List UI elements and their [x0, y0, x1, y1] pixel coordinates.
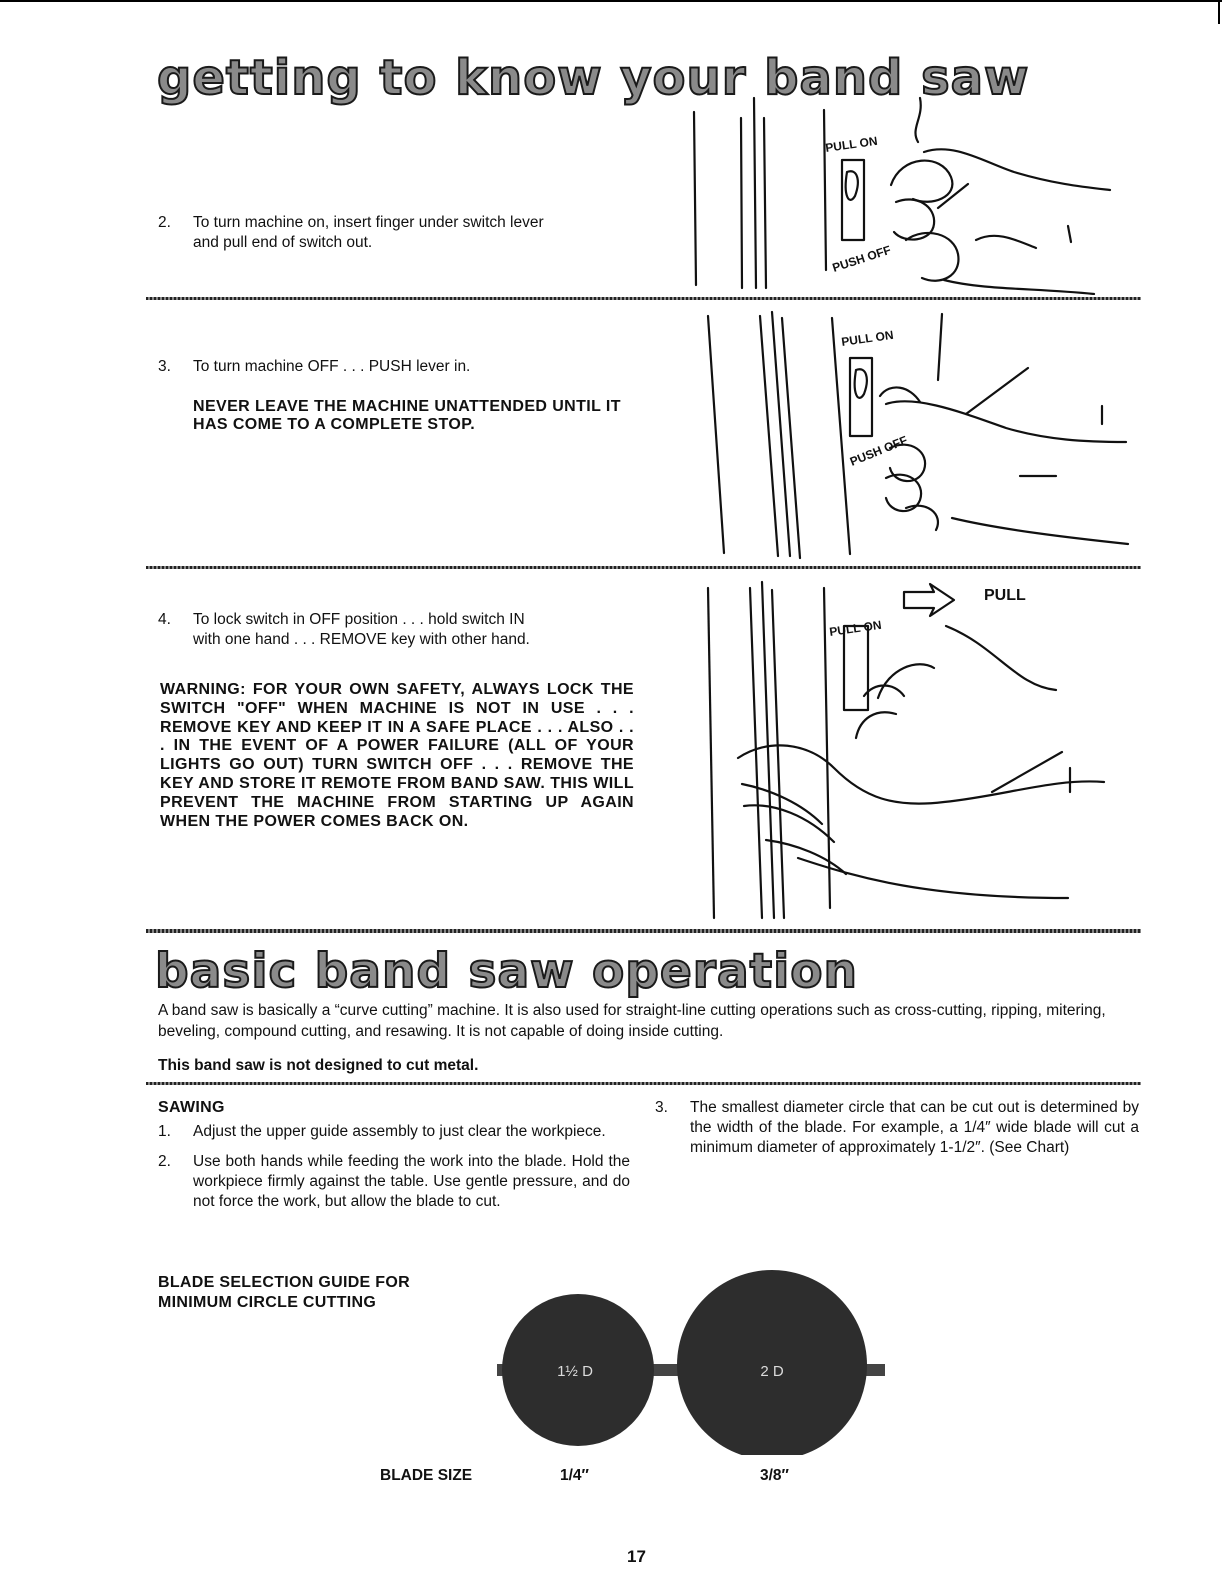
- switch-pull-on-illustration: [676, 90, 1146, 295]
- sawing-item-text: Use both hands while feeding the work into the blade. Hold the workpiece firmly against the table. Use gentle pressure, and do not force the work, but allow the blade to cut.: [193, 1153, 630, 1210]
- section-divider: [146, 1082, 1141, 1085]
- lock-switch-warning: WARNING: FOR YOUR OWN SAFETY, ALWAYS LOCK THE SWITCH "OFF" WHEN MACHINE IS NOT IN USE . . . REMOVE KEY AND KEEP IT IN A SAFE PLACE . . . ALSO . . . IN THE EVENT OF A POWER FAILURE (ALL OF YOUR LIGHTS GO OUT) TURN SWITCH OFF . . . REMOVE THE KEY AND STORE IT REMOTE FROM BAND SAW. THIS WILL PREVENT THE MACHINE FROM STARTING UP AGAIN WHEN THE POWER COMES BACK ON.: [160, 681, 634, 830]
- switch-push-off-illustration: [690, 308, 1145, 566]
- pull-arrow-label: PULL: [984, 587, 1026, 604]
- blade-size-value: 3/8″: [760, 1467, 789, 1484]
- page-number: 17: [627, 1547, 646, 1566]
- svg-text:PULL ON: PULL ON: [824, 133, 879, 155]
- step-text-line-2: and pull end of switch out.: [193, 234, 373, 251]
- step-text-line-1: To turn machine OFF . . . PUSH lever in.: [193, 358, 471, 375]
- sawing-item: 3. The smallest diameter circle that can be cut out is determined by the width of the blade. For example, a 1/4″ wide blade will cut a minimum diameter of approximately 1-1/2″. (See Chart): [655, 1099, 1139, 1156]
- sawing-item-text: The smallest diameter circle that can be cut out is determined by the width of the blade. For example, a 1/4″ wide blade will cut a minimum diameter of approximately 1-1/2″. (See Chart): [690, 1099, 1139, 1156]
- blade-size-label: BLADE SIZE: [380, 1467, 473, 1484]
- svg-text:PULL ON: PULL ON: [828, 617, 883, 639]
- stop-caution-text: NEVER LEAVE THE MACHINE UNATTENDED UNTIL IT HAS COME TO A COMPLETE STOP.: [193, 398, 621, 433]
- step-text-line-1: To turn machine on, insert finger under switch lever: [193, 214, 544, 231]
- svg-text:PUSH OFF: PUSH OFF: [847, 433, 910, 469]
- section-divider: [146, 566, 1141, 569]
- sawing-instructions-continued: [655, 1098, 1139, 1168]
- sawing-title: SAWING: [158, 1099, 225, 1116]
- section-heading-getting-to-know: getting to know your band saw: [157, 50, 1030, 106]
- top-border: [0, 0, 1222, 2]
- sawing-item: 1. Adjust the upper guide assembly to just clear the workpiece.: [158, 1123, 606, 1140]
- switch-lock-key-illustration: [688, 578, 1148, 923]
- corner-mark: [1218, 0, 1220, 24]
- step-number: 2.: [158, 214, 171, 231]
- step-number: 4.: [158, 611, 171, 628]
- svg-text:PULL ON: PULL ON: [840, 327, 895, 349]
- svg-text:PUSH OFF: PUSH OFF: [830, 242, 893, 275]
- step-text-line-2: with one hand . . . REMOVE key with other hand.: [193, 631, 530, 648]
- minimum-circle-chart: [495, 1270, 890, 1460]
- section-divider: [146, 929, 1141, 933]
- intro-paragraph: A band saw is basically a “curve cutting” machine. It is also used for straight-line cutting operations such as cross-cutting, ripping, mitering, beveling, compound cutting, and resawing. It is not capable of doing inside cutting.: [158, 1002, 1106, 1040]
- step-text-line-1: To lock switch in OFF position . . . hold switch IN: [193, 611, 525, 628]
- sawing-item-text: Adjust the upper guide assembly to just clear the workpiece.: [193, 1123, 606, 1140]
- blade-selection-guide-title: BLADE SELECTION GUIDE FOR MINIMUM CIRCLE CUTTING: [158, 1274, 410, 1311]
- section-heading-basic-operation: basic band saw operation: [155, 944, 858, 999]
- circle-label-2: 2 D: [760, 1363, 784, 1380]
- circle-label-1: 1½ D: [557, 1363, 593, 1380]
- section-divider: [146, 297, 1141, 300]
- blade-size-value: 1/4″: [560, 1467, 589, 1484]
- sawing-item: 2. Use both hands while feeding the work into the blade. Hold the workpiece firmly against the table. Use gentle pressure, and do not force the work, but allow the blade to cut.: [158, 1153, 630, 1210]
- sawing-instructions: [158, 1098, 630, 1222]
- metal-cutting-note: This band saw is not designed to cut metal.: [158, 1057, 479, 1074]
- step-number: 3.: [158, 358, 171, 375]
